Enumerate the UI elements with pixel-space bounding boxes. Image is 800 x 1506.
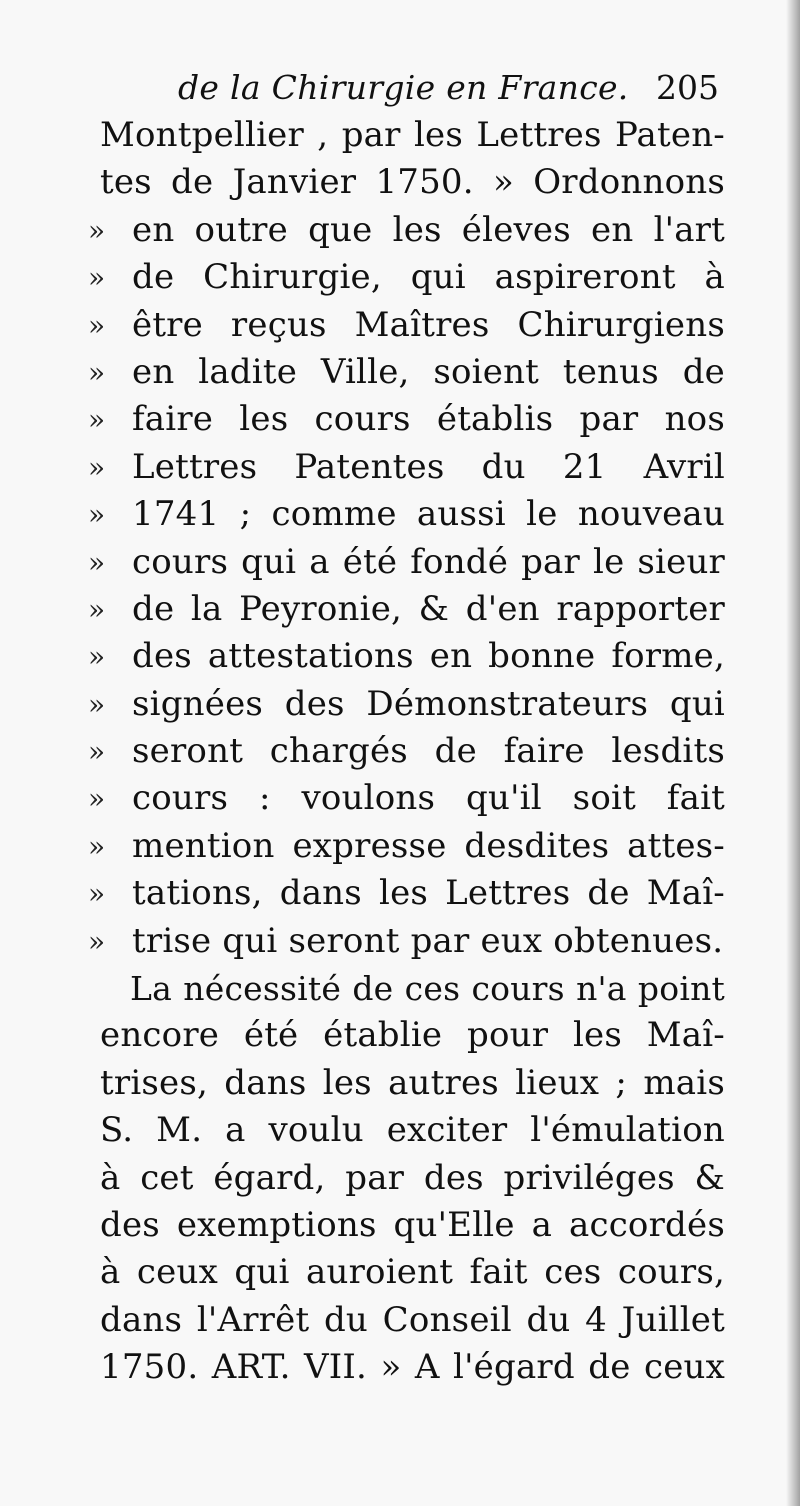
text-line: Montpellier , par les Lettres Paten- bbox=[100, 115, 725, 155]
quote-mark: » bbox=[88, 498, 106, 532]
quoted-line: » signées des Démonstrateurs qui bbox=[100, 681, 725, 728]
text-line: dans l'Arrêt du Conseil du 4 Juillet bbox=[100, 1299, 725, 1340]
quoted-line: » des attestations en bonne forme, bbox=[100, 633, 725, 680]
text-line: S. M. a voulu exciter l'émulation bbox=[100, 1110, 725, 1151]
quoted-line: » mention expresse desdites attes- bbox=[100, 823, 725, 870]
page-number: 205 bbox=[656, 68, 719, 107]
text-line: des exemptions qu'Elle a accordés bbox=[100, 1204, 725, 1245]
text-line: trises, dans les autres lieux ; mais bbox=[100, 1062, 725, 1103]
text-line: encore été établie pour les Maî- bbox=[100, 1015, 725, 1056]
text-line: à cet égard, par des priviléges & bbox=[100, 1157, 725, 1198]
quoted-line: » cours qui a été fondé par le sieur bbox=[100, 539, 725, 586]
quoted-line: » être reçus Maîtres Chirurgiens bbox=[100, 302, 725, 349]
running-title: de la Chirurgie en France. bbox=[178, 68, 629, 107]
quote-mark: » bbox=[88, 640, 106, 674]
quoted-line: » seront chargés de faire lesdits bbox=[100, 728, 725, 775]
quoted-line: » en outre que les éleves en l'art bbox=[100, 207, 725, 254]
quote-mark: » bbox=[88, 877, 106, 911]
quote-mark: » bbox=[88, 450, 106, 484]
text-line: tes de Janvier 1750. » Ordonnons bbox=[100, 162, 725, 203]
paragraph-first-line: La nécessité de ces cours n'a point bbox=[130, 969, 725, 1009]
quote-mark: » bbox=[88, 782, 106, 816]
quote-mark: » bbox=[88, 355, 106, 389]
quoted-line: » cours : voulons qu'il soit fait bbox=[100, 775, 725, 822]
quote-mark: » bbox=[88, 261, 106, 295]
quote-mark: » bbox=[88, 829, 106, 863]
quote-mark: » bbox=[88, 687, 106, 721]
text-line: à ceux qui auroient fait ces cours, bbox=[100, 1252, 725, 1293]
body-text bbox=[88, 112, 725, 1392]
page-header bbox=[100, 62, 725, 110]
quote-mark: » bbox=[88, 308, 106, 342]
quote-mark: » bbox=[88, 545, 106, 579]
text-line: 1750. ART. VII. » A l'égard de ceux bbox=[100, 1347, 725, 1388]
quoted-line: » tations, dans les Lettres de Maî- bbox=[100, 870, 725, 917]
quoted-line: » en ladite Ville, soient tenus de bbox=[100, 349, 725, 396]
quoted-line: » 1741 ; comme aussi le nouveau bbox=[100, 491, 725, 538]
quoted-line: » de la Peyronie, & d'en rapporter bbox=[100, 586, 725, 633]
quote-mark: » bbox=[88, 213, 106, 247]
quoted-line: » de Chirurgie, qui aspireront à bbox=[100, 254, 725, 301]
quoted-line: » Lettres Patentes du 21 Avril bbox=[100, 444, 725, 491]
quote-mark: » bbox=[88, 592, 106, 626]
quote-mark: » bbox=[88, 735, 106, 769]
quote-mark: » bbox=[88, 403, 106, 437]
quoted-line: » trise qui seront par eux obtenues. bbox=[100, 918, 725, 965]
quote-mark: » bbox=[88, 924, 106, 958]
quoted-line: » faire les cours établis par nos bbox=[100, 396, 725, 443]
